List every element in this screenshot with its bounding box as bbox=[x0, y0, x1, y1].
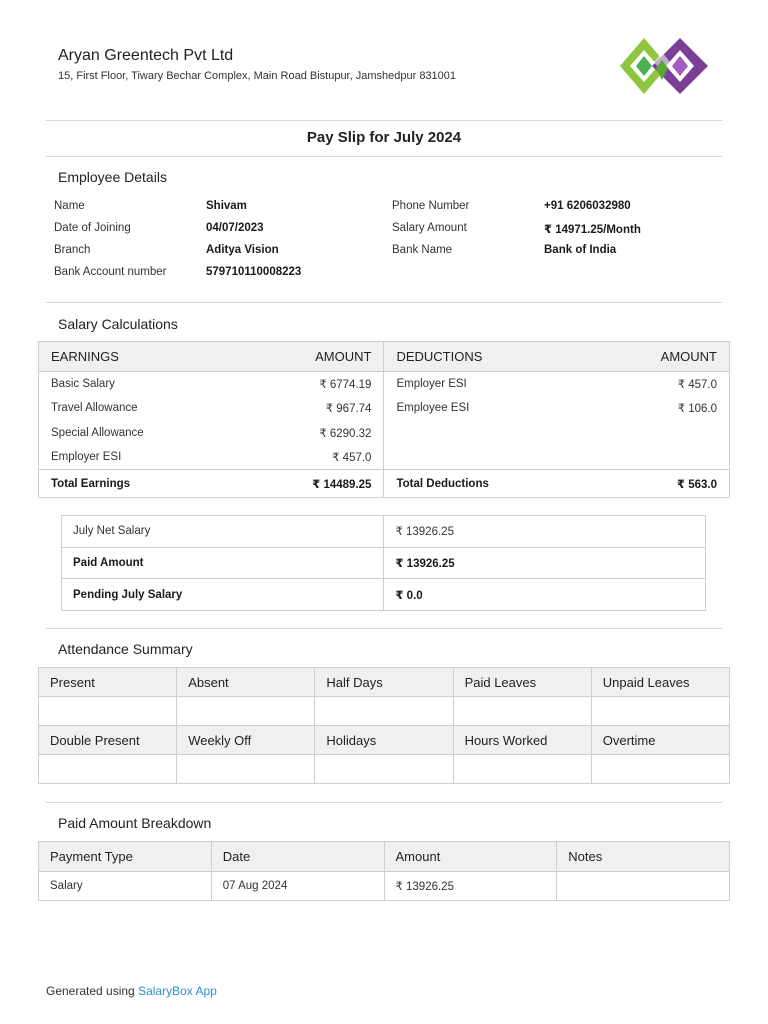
payment-notes bbox=[557, 872, 730, 901]
paid-amount-value: ₹ 13926.25 bbox=[384, 547, 706, 579]
deductions-amount-header: AMOUNT bbox=[584, 342, 730, 372]
employee-field-label: Bank Name bbox=[392, 244, 453, 256]
attendance-value-row bbox=[39, 697, 730, 726]
employee-field-label: Branch bbox=[54, 244, 91, 256]
employee-field-label: Bank Account number bbox=[54, 266, 167, 278]
attendance-value bbox=[177, 697, 315, 726]
employee-field-label: Date of Joining bbox=[54, 222, 131, 234]
footer-prefix: Generated using bbox=[46, 984, 135, 998]
employee-field-value: Shivam bbox=[206, 200, 247, 212]
employee-field-label: Phone Number bbox=[392, 200, 470, 212]
salary-table-header bbox=[39, 342, 730, 372]
net-salary-row bbox=[62, 516, 706, 548]
earnings-header: EARNINGS bbox=[39, 342, 239, 372]
attendance-value bbox=[453, 755, 591, 784]
paid-breakdown-header-row bbox=[39, 842, 730, 872]
employee-field-value: +91 6206032980 bbox=[544, 200, 631, 212]
empty-cell bbox=[384, 445, 584, 470]
divider bbox=[46, 802, 722, 803]
deduction-label: Employer ESI bbox=[396, 378, 467, 390]
employee-field-label: Name bbox=[54, 200, 85, 212]
attendance-summary-title: Attendance Summary bbox=[58, 641, 193, 657]
attendance-header: Present bbox=[39, 668, 177, 697]
earning-amount: ₹ 967.74 bbox=[238, 396, 384, 421]
salary-row bbox=[39, 372, 730, 397]
company-address: 15, First Floor, Tiwary Bechar Complex, Main Road Bistupur, Jamshedpur 831001 bbox=[58, 70, 457, 82]
salary-row bbox=[39, 421, 730, 446]
paid-breakdown-table bbox=[38, 841, 730, 901]
total-deductions-amount: ₹ 563.0 bbox=[584, 470, 730, 498]
attendance-header: Hours Worked bbox=[453, 726, 591, 755]
deduction-amount: ₹ 457.0 bbox=[677, 379, 717, 391]
earning-amount: ₹ 457.0 bbox=[238, 445, 384, 470]
earnings-amount-header: AMOUNT bbox=[238, 342, 384, 372]
salary-calculations-title: Salary Calculations bbox=[58, 316, 178, 332]
earning-label: Travel Allowance bbox=[51, 402, 138, 415]
employee-details-title: Employee Details bbox=[58, 169, 167, 185]
payment-amount: ₹ 13926.25 bbox=[384, 872, 557, 901]
employee-field-label: Salary Amount bbox=[392, 222, 467, 234]
divider bbox=[46, 628, 722, 629]
empty-cell bbox=[384, 421, 584, 446]
earning-amount: ₹ 6774.19 bbox=[238, 372, 384, 397]
footer bbox=[46, 984, 217, 998]
earning-amount: ₹ 6290.32 bbox=[238, 421, 384, 446]
employee-field-value: Aditya Vision bbox=[206, 244, 279, 256]
attendance-value bbox=[591, 697, 729, 726]
attendance-header: Absent bbox=[177, 668, 315, 697]
divider bbox=[46, 120, 722, 121]
attendance-value bbox=[39, 755, 177, 784]
total-earnings-label: Total Earnings bbox=[39, 470, 239, 498]
column-header: Date bbox=[211, 842, 384, 872]
payment-type: Salary bbox=[39, 872, 212, 901]
employee-field-value: ₹ 14971.25/Month bbox=[544, 224, 641, 236]
salary-row bbox=[39, 445, 730, 470]
attendance-value bbox=[453, 697, 591, 726]
company-logo bbox=[618, 34, 712, 98]
payment-date: 07 Aug 2024 bbox=[211, 872, 384, 901]
net-salary-table bbox=[61, 515, 706, 611]
attendance-value bbox=[177, 755, 315, 784]
total-earnings-amount: ₹ 14489.25 bbox=[238, 470, 384, 498]
attendance-value bbox=[315, 697, 453, 726]
column-header: Amount bbox=[384, 842, 557, 872]
column-header: Notes bbox=[557, 842, 730, 872]
attendance-value bbox=[39, 697, 177, 726]
attendance-value bbox=[315, 755, 453, 784]
company-name: Aryan Greentech Pvt Ltd bbox=[58, 47, 234, 64]
earning-label: Employer ESI bbox=[51, 451, 122, 463]
net-salary-label: July Net Salary bbox=[62, 516, 384, 548]
attendance-header: Holidays bbox=[315, 726, 453, 755]
total-deductions-label: Total Deductions bbox=[384, 470, 584, 498]
deduction-label: Employee ESI bbox=[396, 402, 470, 415]
attendance-header: Paid Leaves bbox=[453, 668, 591, 697]
salary-totals-row bbox=[39, 470, 730, 498]
salarybox-app-link[interactable]: SalaryBox App bbox=[138, 984, 217, 998]
salary-row bbox=[39, 396, 730, 421]
employee-field-value: 04/07/2023 bbox=[206, 222, 264, 234]
attendance-table bbox=[38, 667, 730, 784]
paid-amount-label: Paid Amount bbox=[62, 547, 384, 579]
divider bbox=[46, 156, 722, 157]
salary-table bbox=[38, 341, 730, 498]
attendance-header: Overtime bbox=[591, 726, 729, 755]
attendance-value bbox=[591, 755, 729, 784]
paid-amount-row bbox=[62, 547, 706, 579]
table-row bbox=[39, 872, 730, 901]
divider bbox=[46, 302, 722, 303]
empty-cell bbox=[584, 445, 730, 470]
net-salary-value: ₹ 13926.25 bbox=[384, 516, 706, 548]
attendance-header: Weekly Off bbox=[177, 726, 315, 755]
deduction-amount: ₹ 106.0 bbox=[677, 403, 717, 416]
attendance-header-row bbox=[39, 668, 730, 697]
column-header: Payment Type bbox=[39, 842, 212, 872]
pending-salary-label: Pending July Salary bbox=[62, 579, 384, 611]
attendance-header: Unpaid Leaves bbox=[591, 668, 729, 697]
pending-salary-row bbox=[62, 579, 706, 611]
employee-field-value: Bank of India bbox=[544, 244, 617, 256]
attendance-header: Double Present bbox=[39, 726, 177, 755]
earning-label: Basic Salary bbox=[51, 378, 115, 390]
attendance-header-row bbox=[39, 726, 730, 755]
earning-label: Special Allowance bbox=[51, 426, 144, 439]
empty-cell bbox=[584, 421, 730, 446]
pending-salary-value: ₹ 0.0 bbox=[384, 579, 706, 611]
pay-slip-title: Pay Slip for July 2024 bbox=[306, 129, 462, 146]
employee-field-value: 579710110008223 bbox=[206, 266, 302, 278]
attendance-header: Half Days bbox=[315, 668, 453, 697]
deductions-header: DEDUCTIONS bbox=[384, 342, 584, 372]
attendance-value-row bbox=[39, 755, 730, 784]
paid-breakdown-title: Paid Amount Breakdown bbox=[58, 815, 212, 831]
